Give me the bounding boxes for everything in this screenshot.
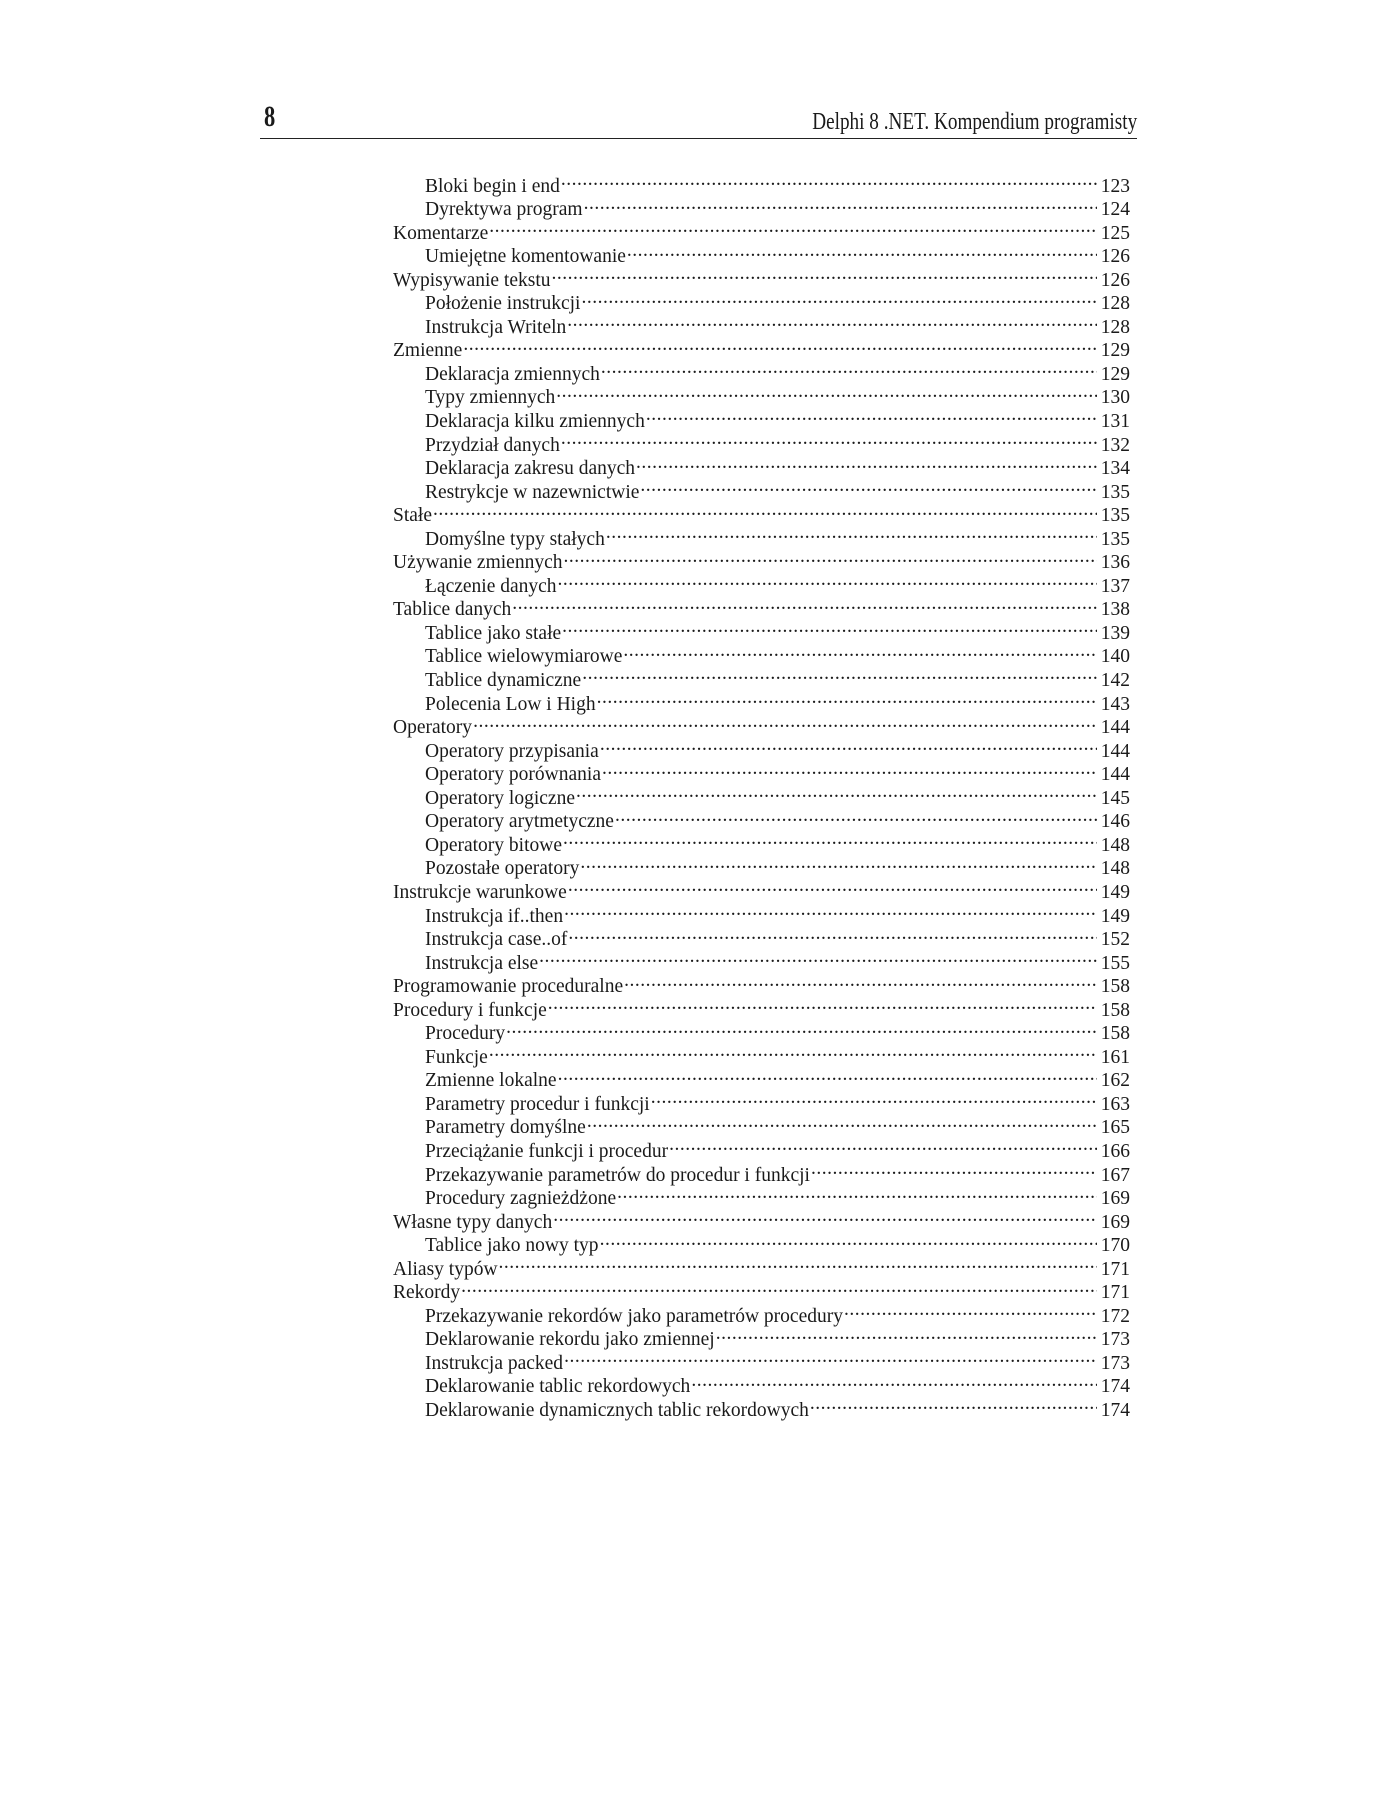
toc-entry [393, 498, 1130, 527]
toc-entry-page: 158 [1100, 1023, 1130, 1045]
toc-entry-title: Dyrektywa program [425, 199, 583, 221]
toc-entry-title: Deklaracja zakresu danych [425, 458, 636, 480]
toc-entry-page: 126 [1100, 269, 1130, 291]
toc-entry-page: 139 [1100, 622, 1130, 644]
toc-entry-title: Deklaracja kilku zmiennych [425, 411, 645, 433]
dot-leader [624, 969, 1097, 993]
toc-entry-title: Własne typy danych [393, 1211, 553, 1233]
dot-leader [558, 568, 1097, 592]
dot-leader [552, 262, 1097, 286]
toc-entry-title: Tablice jako stałe [425, 622, 562, 644]
toc-entry-page: 129 [1100, 340, 1130, 362]
toc-entry-page: 131 [1100, 411, 1130, 433]
toc-entry-page: 128 [1100, 316, 1130, 338]
toc-entry-title: Aliasy typów [393, 1258, 498, 1280]
toc-entry-title: Typy zmiennych [425, 387, 556, 409]
dot-leader [568, 922, 1097, 946]
toc-entry-page: 169 [1100, 1188, 1130, 1210]
dot-leader [580, 851, 1097, 875]
page-number: 8 [264, 100, 276, 133]
dot-leader [564, 1345, 1097, 1369]
toc-entry-page: 145 [1100, 787, 1130, 809]
dot-leader [602, 757, 1097, 781]
toc-entry-title: Operatory bitowe [425, 834, 562, 856]
toc-entry-page: 174 [1100, 1399, 1130, 1421]
toc-entry-title: Tablice jako nowy typ [425, 1235, 599, 1257]
toc-entry [393, 1275, 1130, 1304]
dot-leader [563, 827, 1097, 851]
toc-entry-title: Operatory [393, 717, 473, 739]
dot-leader [556, 380, 1097, 404]
toc-entry-page: 125 [1100, 222, 1130, 244]
toc-entry-page: 174 [1100, 1376, 1130, 1398]
dot-leader [617, 1181, 1097, 1205]
page-header [260, 98, 1137, 139]
dot-leader [433, 498, 1097, 522]
toc-entry-title: Instrukcja packed [425, 1352, 564, 1374]
toc-entry-page: 155 [1100, 952, 1130, 974]
toc-entry-title: Procedury zagnieżdżone [425, 1188, 617, 1210]
toc-entry-title: Rekordy [393, 1282, 461, 1304]
dot-leader [567, 309, 1097, 333]
toc-entry-page: 148 [1100, 858, 1130, 880]
dot-leader [587, 1110, 1097, 1134]
toc-entry-title: Restrykcje w nazewnictwie [425, 481, 640, 503]
dot-leader [558, 1063, 1097, 1087]
toc-entry-title: Umiejętne komentowanie [425, 246, 626, 268]
toc-entry-title: Operatory logiczne [425, 787, 575, 809]
toc-entry-title: Instrukcje warunkowe [393, 881, 567, 903]
toc-entry-page: 134 [1100, 458, 1130, 480]
toc-entry-page: 149 [1100, 905, 1130, 927]
toc-entry-page: 170 [1100, 1235, 1130, 1257]
dot-leader [640, 474, 1097, 498]
toc-entry-title: Przeciążanie funkcji i procedur [425, 1140, 669, 1162]
toc-entry-page: 128 [1100, 293, 1130, 315]
dot-leader [651, 1086, 1097, 1110]
toc-entry-title: Deklarowanie rekordu jako zmiennej [425, 1329, 715, 1351]
toc-entry-title: Stałe [393, 505, 432, 527]
dot-leader [627, 239, 1097, 263]
toc-entry-page: 162 [1100, 1070, 1130, 1092]
toc-entry-page: 138 [1100, 599, 1130, 621]
dot-leader [606, 521, 1097, 545]
toc-entry-title: Tablice wielowymiarowe [425, 646, 623, 668]
toc-entry-page: 130 [1100, 387, 1130, 409]
dot-leader [601, 356, 1097, 380]
dot-leader [600, 733, 1097, 757]
dot-leader [669, 1133, 1097, 1157]
toc-entry-title: Parametry domyślne [425, 1117, 586, 1139]
toc-entry-title: Operatory porównania [425, 764, 601, 786]
dot-leader [600, 1228, 1097, 1252]
toc-entry [393, 215, 1130, 244]
toc-entry-title: Instrukcja case..of [425, 929, 568, 951]
toc-entry-page: 142 [1100, 670, 1130, 692]
toc-entry-page: 135 [1100, 481, 1130, 503]
toc-entry-title: Deklarowanie dynamicznych tablic rekordowych [425, 1399, 809, 1421]
dot-leader [489, 1039, 1097, 1063]
dot-leader [615, 804, 1097, 828]
dot-leader [506, 1016, 1097, 1040]
toc-entry [393, 1298, 1130, 1327]
dot-leader [716, 1322, 1097, 1346]
toc-entry-page: 129 [1100, 363, 1130, 385]
toc-entry-title: Operatory przypisania [425, 740, 599, 762]
dot-leader [597, 686, 1097, 710]
toc-entry [393, 1039, 1130, 1068]
toc-entry-page: 167 [1100, 1164, 1130, 1186]
toc-entry [393, 1251, 1130, 1280]
toc-entry-title: Polecenia Low i High [425, 693, 596, 715]
toc-entry-page: 158 [1100, 999, 1130, 1021]
dot-leader [463, 333, 1097, 357]
toc-entry-title: Przekazywanie rekordów jako parametrów procedury [425, 1305, 843, 1327]
dot-leader [576, 780, 1097, 804]
toc-entry-page: 173 [1100, 1329, 1130, 1351]
dot-leader [561, 168, 1097, 192]
toc-entry-page: 144 [1100, 740, 1130, 762]
dot-leader [811, 1157, 1097, 1181]
dot-leader [548, 992, 1097, 1016]
toc-entry [393, 333, 1130, 362]
toc-entry-title: Przydział danych [425, 434, 560, 456]
toc-entry-page: 124 [1100, 199, 1130, 221]
dot-leader [623, 639, 1097, 663]
dot-leader [568, 874, 1097, 898]
toc-entry-page: 126 [1100, 246, 1130, 268]
toc-entry-page: 123 [1100, 175, 1130, 197]
toc-entry-page: 173 [1100, 1352, 1130, 1374]
toc-entry-title: Zmienne [393, 340, 463, 362]
toc-entry-title: Parametry procedur i funkcji [425, 1093, 650, 1115]
toc-entry-title: Używanie zmiennych [393, 552, 563, 574]
toc-entry-page: 161 [1100, 1046, 1130, 1068]
toc-entry-page: 148 [1100, 834, 1130, 856]
toc-entry-page: 146 [1100, 811, 1130, 833]
toc-entry-page: 144 [1100, 717, 1130, 739]
toc-entry [393, 239, 1130, 268]
toc-entry-title: Funkcje [425, 1046, 488, 1068]
toc-entry-page: 140 [1100, 646, 1130, 668]
toc-entry-title: Tablice dynamiczne [425, 670, 582, 692]
dot-leader [539, 945, 1097, 969]
toc-entry-page: 163 [1100, 1093, 1130, 1115]
dot-leader [561, 427, 1097, 451]
dot-leader [473, 710, 1097, 734]
toc-entry-page: 171 [1100, 1282, 1130, 1304]
toc-entry-title: Bloki begin i end [425, 175, 560, 197]
toc-entry-title: Zmienne lokalne [425, 1070, 557, 1092]
dot-leader [646, 403, 1097, 427]
toc-entry [393, 521, 1130, 550]
toc-entry [393, 710, 1130, 739]
dot-leader [512, 592, 1097, 616]
toc-entry-title: Położenie instrukcji [425, 293, 581, 315]
dot-leader [461, 1275, 1097, 1299]
toc-entry-page: 172 [1100, 1305, 1130, 1327]
toc-entry-title: Procedury i funkcje [393, 999, 547, 1021]
dot-leader [844, 1298, 1097, 1322]
toc-entry-title: Pozostałe operatory [425, 858, 580, 880]
dot-leader [584, 192, 1097, 216]
toc-entry-page: 135 [1100, 528, 1130, 550]
toc-entry-title: Instrukcja Writeln [425, 316, 567, 338]
dot-leader [810, 1392, 1097, 1416]
toc-entry [393, 733, 1130, 762]
toc-entry-page: 149 [1100, 881, 1130, 903]
toc-entry-page: 152 [1100, 929, 1130, 951]
toc-entry-page: 165 [1100, 1117, 1130, 1139]
toc-entry-title: Operatory arytmetyczne [425, 811, 614, 833]
toc-entry-title: Deklaracja zmiennych [425, 363, 600, 385]
dot-leader [691, 1369, 1097, 1393]
dot-leader [581, 286, 1097, 310]
toc-entry-title: Instrukcja else [425, 952, 539, 974]
dot-leader [564, 898, 1097, 922]
toc-entry-page: 135 [1100, 505, 1130, 527]
toc-entry-title: Programowanie proceduralne [393, 976, 624, 998]
dot-leader [636, 451, 1097, 475]
dot-leader [553, 1204, 1097, 1228]
toc-entry-title: Procedury [425, 1023, 506, 1045]
toc-entry-page: 144 [1100, 764, 1130, 786]
toc-entry-title: Komentarze [393, 222, 489, 244]
toc-entry [393, 168, 1130, 197]
dot-leader [582, 662, 1097, 686]
dot-leader [563, 545, 1097, 569]
toc-entry [393, 1063, 1130, 1092]
toc-entry-title: Łączenie danych [425, 575, 557, 597]
toc-entry-page: 143 [1100, 693, 1130, 715]
dot-leader [499, 1251, 1097, 1275]
toc-entry-title: Deklarowanie tablic rekordowych [425, 1376, 691, 1398]
toc-entry-page: 137 [1100, 575, 1130, 597]
toc-entry-page: 136 [1100, 552, 1130, 574]
toc-entry-title: Domyślne typy stałych [425, 528, 605, 550]
toc-entry-page: 171 [1100, 1258, 1130, 1280]
toc-entry-page: 158 [1100, 976, 1130, 998]
toc-entry-title: Wypisywanie tekstu [393, 269, 551, 291]
table-of-contents [393, 168, 1130, 1421]
dot-leader [489, 215, 1097, 239]
toc-entry-title: Przekazywanie parametrów do procedur i funkcji [425, 1164, 810, 1186]
toc-entry-page: 166 [1100, 1140, 1130, 1162]
toc-entry-page: 132 [1100, 434, 1130, 456]
toc-entry-title: Tablice danych [393, 599, 512, 621]
toc-entry [393, 356, 1130, 385]
toc-entry-title: Instrukcja if..then [425, 905, 564, 927]
book-title: Delphi 8 .NET. Kompendium programisty [812, 109, 1137, 135]
toc-entry-page: 169 [1100, 1211, 1130, 1233]
dot-leader [562, 615, 1097, 639]
